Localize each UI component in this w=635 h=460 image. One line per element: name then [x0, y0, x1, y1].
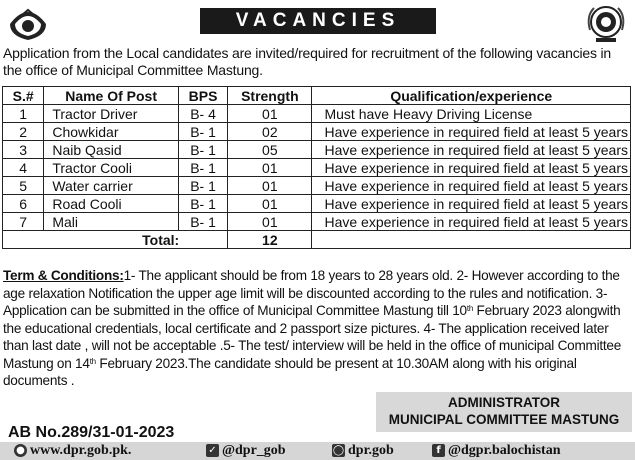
footer-instagram[interactable]: [332, 443, 394, 459]
facebook-icon: f: [432, 444, 445, 457]
cell-strength: 05: [228, 141, 312, 159]
intro-text: Application from the Local candidates are invited/required for recruitment of the following vacancies in the office of Municipal Committee Mastung.: [3, 45, 611, 78]
cell-post: Water carrier: [44, 177, 179, 195]
cell-bps: B- 4: [178, 105, 227, 123]
table-row: [3, 159, 631, 177]
government-logo-left: [6, 2, 50, 42]
cell-post: Tractor Driver: [44, 105, 179, 123]
cell-post: Road Cooli: [44, 195, 179, 213]
cell-post: Mali: [44, 213, 179, 231]
total-value: 12: [228, 231, 312, 249]
website-text: www.dpr.gob.pk.: [30, 443, 132, 458]
administrator-title: ADMINISTRATOR: [448, 395, 560, 410]
cell-serial: 3: [3, 141, 44, 159]
committee-name: MUNICIPAL COMMITTEE MASTUNG: [388, 412, 620, 427]
cell-serial: 4: [3, 159, 44, 177]
cell-serial: 2: [3, 123, 44, 141]
cell-qualification: Have experience in required field at least 5 years: [312, 159, 631, 177]
terms-and-conditions: [3, 267, 631, 390]
terms-text-part3: February 2023.The candidate should be present at 10.30AM along with his original documents .: [3, 355, 577, 388]
table-row: [3, 195, 631, 213]
terms-text-part1: 1- The applicant should be from 18 years to 28 years old. 2- However according to the age relaxation Notification the upper age limit will be discounted according to the rules and notification. 3- Application can be submitted in the office of Municipal Committee Mastung till 10: [3, 268, 620, 318]
total-row: [3, 231, 631, 249]
balochistan-emblem-right: [584, 2, 628, 44]
column-header-bps: BPS: [178, 87, 227, 105]
terms-text-part2: February 2023 alongwith the educational credentials, local certificate and 2 passport size pictures. 4- The application received later than last date , will not be acceptable .5- The test/ interview will be held in the office of municipal Committee Mastung on 14: [3, 303, 622, 371]
terms-superscript-1: th: [466, 304, 474, 313]
terms-heading: Term & Conditions:: [3, 268, 124, 283]
cell-serial: 7: [3, 213, 44, 231]
cell-qualification: Must have Heavy Driving License: [312, 105, 631, 123]
table-row: [3, 105, 631, 123]
cell-post: Chowkidar: [44, 123, 179, 141]
footer-twitter[interactable]: [206, 443, 286, 459]
cell-strength: 01: [228, 195, 312, 213]
cell-qualification: Have experience in required field at least 5 years: [312, 177, 631, 195]
facebook-handle: @dgpr.balochistan: [448, 443, 561, 458]
column-header-post: Name Of Post: [44, 87, 179, 105]
cell-bps: B- 1: [178, 177, 227, 195]
cell-qualification: Have experience in required field at least 5 years: [312, 123, 631, 141]
cell-strength: 01: [228, 177, 312, 195]
cell-serial: 5: [3, 177, 44, 195]
table-row: [3, 123, 631, 141]
ab-number: AB No.289/31-01-2023: [8, 424, 175, 441]
cell-bps: B- 1: [178, 141, 227, 159]
twitter-handle: @dpr_gob: [222, 443, 286, 458]
footer-website[interactable]: [14, 443, 131, 459]
cell-qualification: Have experience in required field at least 5 years: [312, 195, 631, 213]
cell-bps: B- 1: [178, 195, 227, 213]
column-header-serial: S.#: [3, 87, 44, 105]
footer-facebook[interactable]: [432, 443, 561, 459]
cell-strength: 01: [228, 213, 312, 231]
twitter-icon: ✓: [206, 444, 219, 457]
cell-strength: 02: [228, 123, 312, 141]
table-row: [3, 141, 631, 159]
page-title: VACANCIES: [200, 8, 436, 34]
column-header-strength: Strength: [228, 87, 312, 105]
instagram-icon: ◯: [332, 445, 345, 457]
total-empty-cell: [312, 231, 631, 249]
instagram-handle: dpr.gob: [348, 443, 394, 458]
cell-strength: 01: [228, 159, 312, 177]
cell-bps: B- 1: [178, 213, 227, 231]
administrator-box: [376, 392, 632, 432]
globe-icon: ●: [14, 444, 27, 457]
header: [0, 0, 635, 50]
cell-bps: B- 1: [178, 159, 227, 177]
table-header-row: [3, 87, 631, 105]
vacancies-table: [2, 86, 631, 249]
cell-qualification: Have experience in required field at least 5 years: [312, 213, 631, 231]
cell-serial: 1: [3, 105, 44, 123]
cell-post: Naib Qasid: [44, 141, 179, 159]
cell-serial: 6: [3, 195, 44, 213]
cell-post: Tractor Cooli: [44, 159, 179, 177]
table-row: [3, 213, 631, 231]
total-label: Total:: [3, 231, 228, 249]
table-row: [3, 177, 631, 195]
cell-strength: 01: [228, 105, 312, 123]
cell-bps: B- 1: [178, 123, 227, 141]
terms-superscript-2: th: [89, 356, 96, 366]
cell-qualification: Have experience in required field at least 5 years: [312, 141, 631, 159]
footer-bar: [0, 442, 635, 460]
column-header-qualification: Qualification/experience: [312, 87, 631, 105]
